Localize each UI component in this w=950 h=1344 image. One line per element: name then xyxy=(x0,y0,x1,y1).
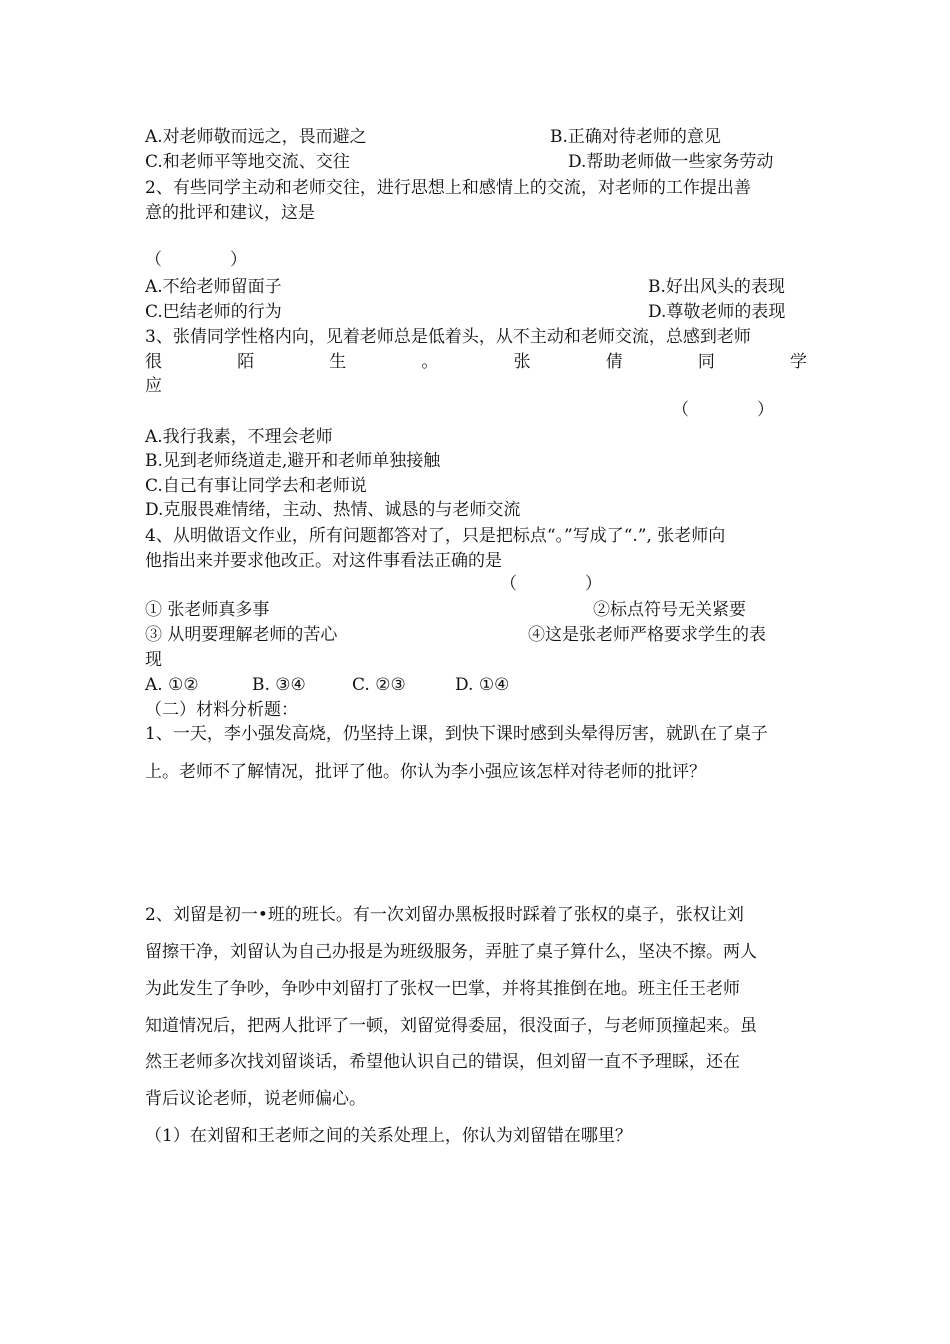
q4-choice-d: D. ①④ xyxy=(455,675,510,695)
q3-char: 。 xyxy=(421,352,439,372)
q4-statement-4: ④这是张老师严格要求学生的表 xyxy=(528,625,766,645)
material2-line: 2、刘留是初一•班的班长。有一次刘留办黑板报时踩着了张权的桌子，张权让刘 xyxy=(145,905,744,925)
q3-stem-line3: 应 xyxy=(145,376,162,396)
q2-stem-line2: 意的批评和建议，这是 xyxy=(145,203,315,223)
material2-line: 知道情况后，把两人批评了一顿，刘留觉得委屈，很没面子，与老师顶撞起来。虽 xyxy=(145,1016,757,1036)
q4-statement-1: ① 张老师真多事 xyxy=(145,600,270,620)
q3-stem-line2 xyxy=(145,350,807,374)
material2-line: 背后议论老师，说老师偏心。 xyxy=(145,1089,366,1109)
material1-line1: 1、一天，李小强发高烧，仍坚持上课，到快下课时感到头晕得厉害，就趴在了桌子 xyxy=(145,724,768,744)
q4-statement-4-cont: 现 xyxy=(145,650,162,670)
q4-answer-paren: （ ） xyxy=(500,574,602,594)
q1-option-a: A.对老师敬而远之，畏而避之 xyxy=(145,127,367,147)
q3-char: 生 xyxy=(329,352,347,372)
q4-choice-a: A. ①② xyxy=(145,675,199,695)
q3-option-a: A.我行我素，不理会老师 xyxy=(145,427,333,447)
q2-option-c: C.巴结老师的行为 xyxy=(145,302,282,322)
sub-question-1: （1）在刘留和王老师之间的关系处理上，你认为刘留错在哪里？ xyxy=(145,1126,632,1146)
q3-stem-line1: 3、张倩同学性格内向，见着老师总是低着头，从不主动和老师交流，总感到老师 xyxy=(145,327,751,347)
material2-line: 为此发生了争吵，争吵中刘留打了张权一巴掌，并将其推倒在地。班主任王老师 xyxy=(145,979,740,999)
q2-option-d: D.尊敬老师的表现 xyxy=(648,302,786,322)
q1-option-d: D.帮助老师做一些家务劳动 xyxy=(568,152,774,172)
q4-stem-line1: 4、从明做语文作业，所有问题都答对了，只是把标点“。”写成了“.”, 张老师向 xyxy=(145,526,726,546)
q4-statement-2: ②标点符号无关紧要 xyxy=(593,600,746,620)
q1-option-b: B.正确对待老师的意见 xyxy=(550,127,721,147)
q2-option-a: A.不给老师留面子 xyxy=(145,277,282,297)
material2-line: 然王老师多次找刘留谈话，希望他认识自己的错误，但刘留一直不予理睬，还在 xyxy=(145,1052,740,1072)
q2-stem-line1: 2、有些同学主动和老师交往，进行思想上和感情上的交流，对老师的工作提出善 xyxy=(145,178,751,198)
material1-line2: 上。老师不了解情况，批评了他。你认为李小强应该怎样对待老师的批评？ xyxy=(145,762,706,782)
q3-char: 陌 xyxy=(237,352,255,372)
q4-stem-line2: 他指出来并要求他改正。对这件事看法正确的是 xyxy=(145,551,502,571)
q3-char: 倩 xyxy=(605,352,623,372)
q1-option-c: C.和老师平等地交流、交往 xyxy=(145,152,350,172)
q3-option-d: D.克服畏难情绪，主动、热情、诚恳的与老师交流 xyxy=(145,500,521,520)
q4-statement-3: ③ 从明要理解老师的苦心 xyxy=(145,625,338,645)
q2-answer-paren: （ ） xyxy=(145,250,247,270)
q3-char: 很 xyxy=(145,352,162,372)
section-heading: （二）材料分析题： xyxy=(145,700,298,720)
q3-char: 张 xyxy=(513,352,531,372)
q3-char: 学 xyxy=(789,352,807,372)
q3-option-b: B.见到老师绕道走,避开和老师单独接触 xyxy=(145,451,441,471)
q4-choice-b: B. ③④ xyxy=(252,675,306,695)
q3-char: 同 xyxy=(697,352,715,372)
q3-option-c: C.自己有事让同学去和老师说 xyxy=(145,476,367,496)
q3-answer-paren: （ ） xyxy=(672,400,774,420)
q4-choice-c: C. ②③ xyxy=(352,675,406,695)
material2-line: 留擦干净，刘留认为自己办报是为班级服务，弄脏了桌子算什么，坚决不擦。两人 xyxy=(145,942,757,962)
q2-option-b: B.好出风头的表现 xyxy=(648,277,785,297)
